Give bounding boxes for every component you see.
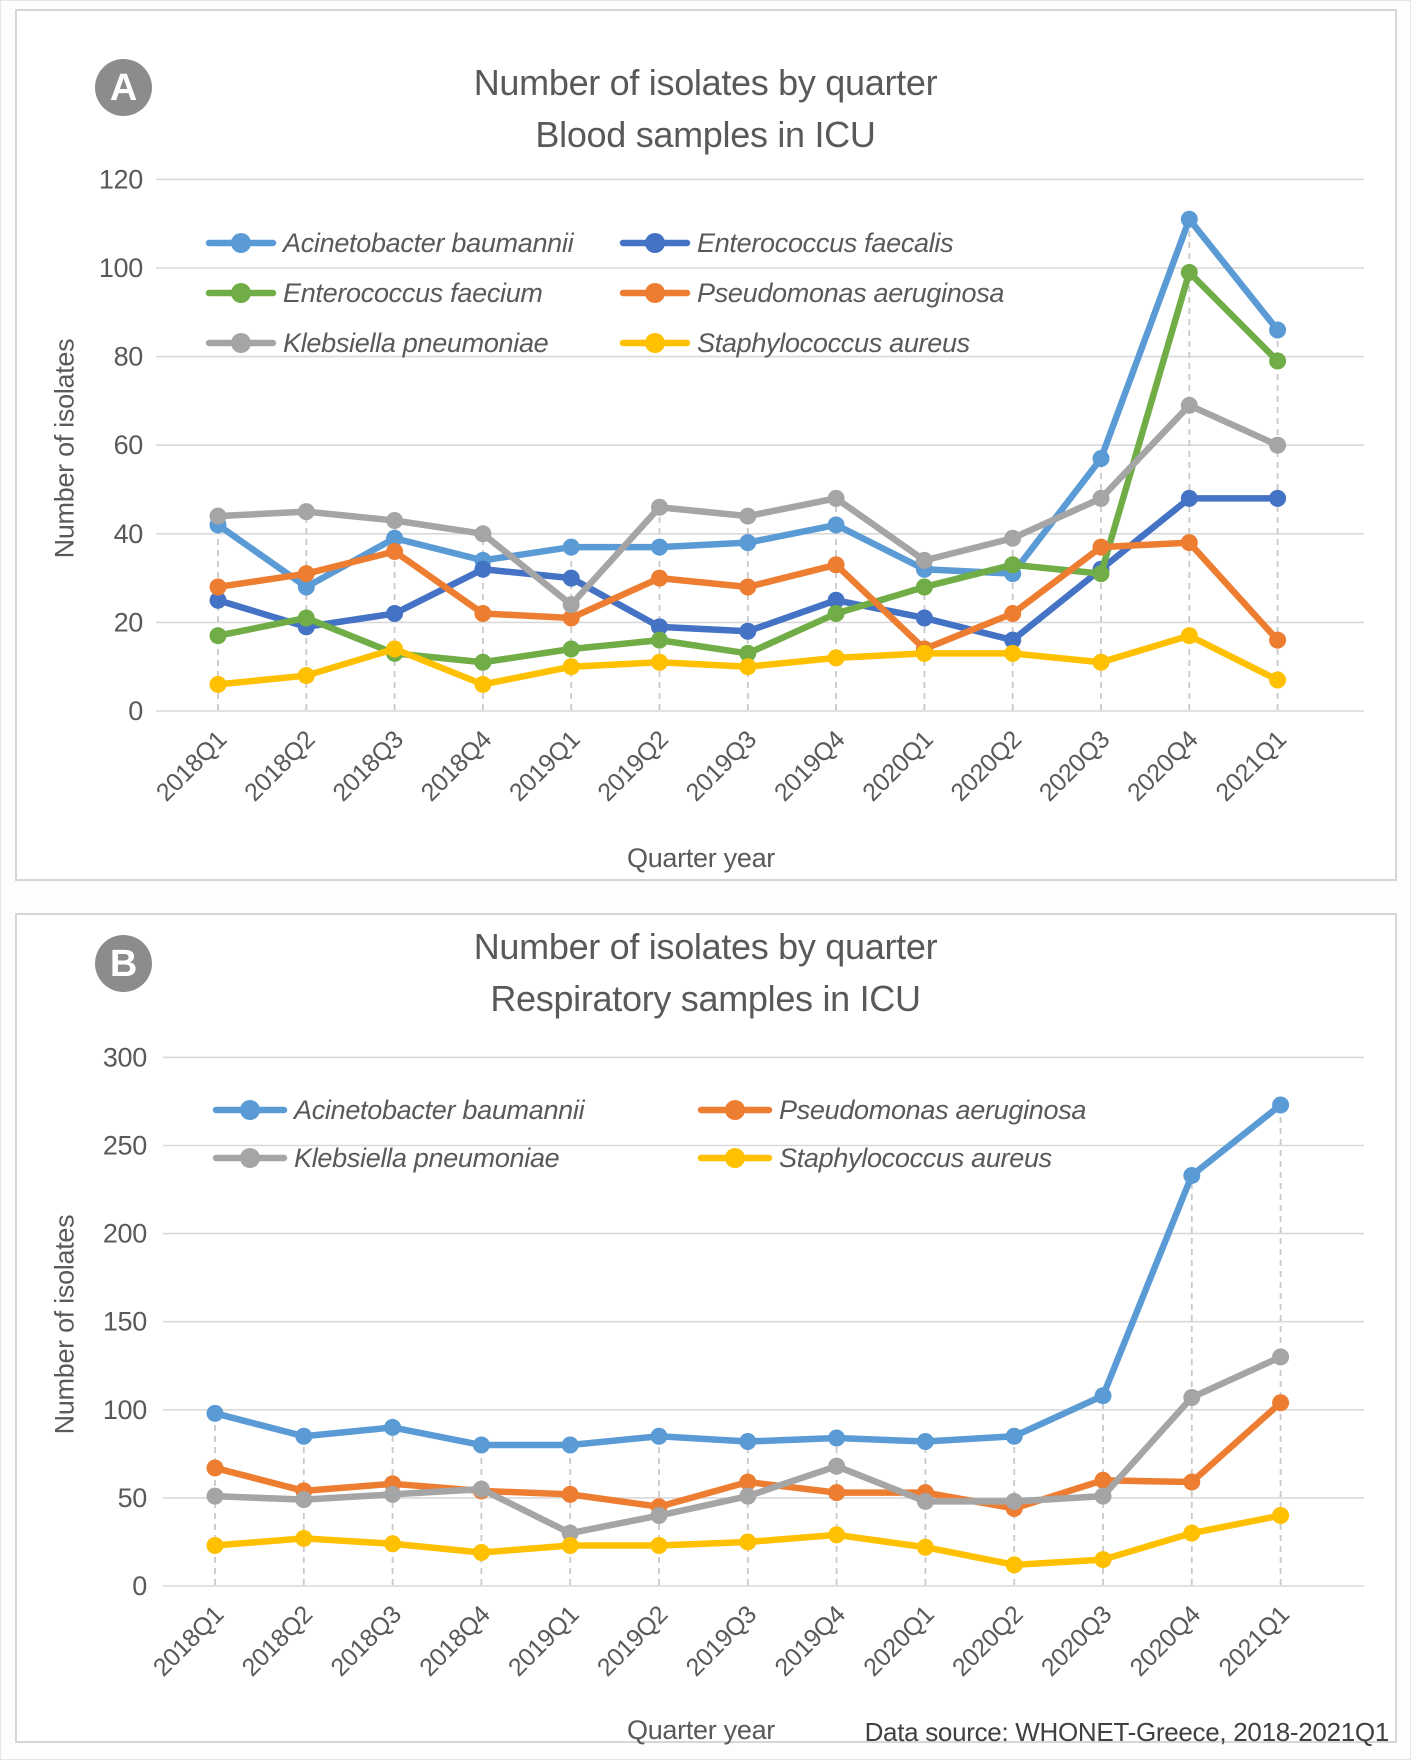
panel-b-badge [95, 935, 152, 992]
data-point-klebsiella-pneumoniae [295, 1491, 312, 1508]
legend-item-acinetobacter-baumannii [216, 1095, 586, 1125]
data-point-acinetobacter-baumannii [563, 539, 580, 556]
data-point-enterococcus-faecalis [474, 561, 491, 578]
y-tick-label: 0 [128, 696, 143, 726]
legend-item-klebsiella-pneumoniae [209, 328, 549, 358]
data-point-staphylococcus-aureus [916, 645, 933, 662]
legend-marker-dot [231, 233, 251, 253]
data-point-enterococcus-faecalis [1181, 490, 1198, 507]
data-point-pseudomonas-aeruginosa [828, 556, 845, 573]
data-point-klebsiella-pneumoniae [651, 1507, 668, 1524]
y-tick-label: 100 [98, 253, 143, 283]
legend-label: Pseudomonas aeruginosa [697, 278, 1005, 308]
data-point-klebsiella-pneumoniae [1006, 1493, 1023, 1510]
data-point-klebsiella-pneumoniae [473, 1481, 490, 1498]
data-point-acinetobacter-baumannii [828, 516, 845, 533]
legend-item-pseudomonas-aeruginosa [701, 1095, 1086, 1125]
data-point-klebsiella-pneumoniae [386, 512, 403, 529]
data-point-pseudomonas-aeruginosa [474, 605, 491, 622]
data-point-enterococcus-faecium [474, 654, 491, 671]
x-tick-label: 2019Q2 [592, 725, 674, 807]
chart-a-y-axis-title: Number of isolates [49, 338, 80, 559]
x-tick-labels [148, 1600, 1295, 1682]
panel-a-badge [95, 59, 152, 116]
chart-b-title [1, 921, 1410, 1025]
data-point-enterococcus-faecium [1093, 565, 1110, 582]
data-point-klebsiella-pneumoniae [298, 503, 315, 520]
data-point-klebsiella-pneumoniae [1181, 397, 1198, 414]
data-point-klebsiella-pneumoniae [651, 499, 668, 516]
x-tick-label: 2020Q4 [1124, 1600, 1207, 1682]
data-point-acinetobacter-baumannii [651, 1428, 668, 1445]
data-point-enterococcus-faecalis [386, 605, 403, 622]
chart-a [99, 164, 1364, 806]
data-point-staphylococcus-aureus [207, 1537, 224, 1554]
data-point-acinetobacter-baumannii [1269, 322, 1286, 339]
data-point-enterococcus-faecalis [563, 570, 580, 587]
data-point-klebsiella-pneumoniae [210, 508, 227, 525]
data-point-pseudomonas-aeruginosa [651, 570, 668, 587]
data-point-staphylococcus-aureus [473, 1544, 490, 1561]
data-point-staphylococcus-aureus [1093, 654, 1110, 671]
x-tick-label: 2018Q1 [147, 1600, 230, 1682]
data-point-enterococcus-faecium [210, 627, 227, 644]
y-tick-label: 40 [113, 518, 143, 549]
chart-a-title [1, 57, 1410, 161]
y-tick-label: 100 [102, 1394, 147, 1425]
data-point-staphylococcus-aureus [828, 1526, 845, 1543]
x-tick-label: 2019Q1 [503, 1600, 585, 1682]
data-point-pseudomonas-aeruginosa [1093, 539, 1110, 556]
x-tick-label: 2019Q4 [769, 1600, 851, 1682]
x-tick-label: 2018Q4 [414, 1600, 496, 1682]
legend-marker-dot [645, 333, 665, 353]
y-tick-label: 0 [132, 1571, 147, 1601]
data-point-klebsiella-pneumoniae [828, 1458, 845, 1475]
charts-canvas [1, 1, 1411, 1760]
data-point-staphylococcus-aureus [562, 1537, 579, 1554]
data-point-staphylococcus-aureus [917, 1539, 934, 1556]
y-tick-label: 200 [102, 1218, 147, 1249]
chart-b-y-axis-title: Number of isolates [49, 1214, 80, 1435]
data-point-pseudomonas-aeruginosa [1272, 1394, 1289, 1411]
data-point-pseudomonas-aeruginosa [210, 578, 227, 595]
data-point-pseudomonas-aeruginosa [828, 1484, 845, 1501]
data-point-pseudomonas-aeruginosa [1004, 605, 1021, 622]
x-tick-label: 2018Q4 [415, 725, 498, 807]
data-point-acinetobacter-baumannii [739, 1433, 756, 1450]
legend-label: Staphylococcus aureus [697, 328, 970, 358]
legend-marker-dot [725, 1148, 745, 1168]
data-point-staphylococcus-aureus [1272, 1507, 1289, 1524]
data-point-staphylococcus-aureus [295, 1530, 312, 1547]
data-point-enterococcus-faecium [1181, 264, 1198, 281]
data-point-acinetobacter-baumannii [1095, 1387, 1112, 1404]
chart-a-x-axis-title: Quarter year [627, 843, 775, 873]
legend-item-staphylococcus-aureus [701, 1143, 1052, 1173]
legend-marker-dot [645, 283, 665, 303]
data-point-staphylococcus-aureus [739, 1533, 756, 1550]
x-tick-label: 2018Q3 [325, 1600, 407, 1682]
x-tick-label: 2020Q3 [1033, 725, 1116, 807]
data-point-enterococcus-faecalis [739, 623, 756, 640]
data-point-staphylococcus-aureus [651, 1537, 668, 1554]
chart-b-title-line2: Respiratory samples in ICU [490, 978, 921, 1019]
data-point-acinetobacter-baumannii [1181, 211, 1198, 228]
x-tick-label: 2018Q2 [236, 1600, 319, 1682]
data-point-klebsiella-pneumoniae [384, 1486, 401, 1503]
data-point-acinetobacter-baumannii [917, 1433, 934, 1450]
y-tick-label: 50 [117, 1482, 147, 1513]
data-point-staphylococcus-aureus [1181, 627, 1198, 644]
x-tick-label: 2018Q3 [327, 725, 409, 807]
data-source-note: Data source: WHONET-Greece, 2018-2021Q1 [864, 1717, 1389, 1747]
data-point-enterococcus-faecium [916, 578, 933, 595]
data-point-klebsiella-pneumoniae [739, 1488, 756, 1505]
legend-marker-dot [725, 1100, 745, 1120]
legend-label: Enterococcus faecium [283, 278, 543, 308]
y-tick-label: 20 [113, 607, 143, 638]
legend [209, 228, 1004, 358]
x-tick-label: 2019Q4 [768, 725, 851, 807]
legend-label: Klebsiella pneumoniae [283, 328, 549, 358]
data-point-pseudomonas-aeruginosa [386, 543, 403, 560]
legend-marker-dot [240, 1148, 260, 1168]
data-point-klebsiella-pneumoniae [917, 1493, 934, 1510]
data-point-staphylococcus-aureus [386, 640, 403, 657]
x-tick-label: 2019Q3 [680, 1600, 763, 1682]
data-point-acinetobacter-baumannii [651, 539, 668, 556]
chart-b [103, 1042, 1364, 1681]
legend-marker-dot [231, 283, 251, 303]
data-point-acinetobacter-baumannii [562, 1437, 579, 1454]
x-tick-label: 2018Q1 [150, 725, 233, 807]
panel-b-badge-label: B [109, 942, 138, 985]
data-point-staphylococcus-aureus [384, 1535, 401, 1552]
legend-marker-dot [240, 1100, 260, 1120]
y-tick-label: 80 [113, 341, 143, 372]
data-point-staphylococcus-aureus [1269, 671, 1286, 688]
data-point-pseudomonas-aeruginosa [1181, 534, 1198, 551]
data-point-staphylococcus-aureus [210, 676, 227, 693]
legend-marker-dot [231, 333, 251, 353]
data-point-klebsiella-pneumoniae [1095, 1488, 1112, 1505]
data-point-staphylococcus-aureus [651, 654, 668, 671]
y-tick-label: 120 [98, 164, 143, 195]
x-tick-label: 2021Q1 [1213, 1600, 1295, 1682]
legend-item-pseudomonas-aeruginosa [623, 278, 1004, 308]
legend-item-enterococcus-faecium [209, 278, 543, 308]
data-point-pseudomonas-aeruginosa [298, 565, 315, 582]
data-point-pseudomonas-aeruginosa [1269, 632, 1286, 649]
x-tick-label: 2020Q2 [945, 725, 1027, 807]
data-point-staphylococcus-aureus [1004, 645, 1021, 662]
data-point-klebsiella-pneumoniae [474, 525, 491, 542]
data-point-enterococcus-faecalis [1269, 490, 1286, 507]
data-point-enterococcus-faecalis [916, 609, 933, 626]
legend-label: Pseudomonas aeruginosa [779, 1095, 1087, 1125]
x-tick-label: 2019Q3 [680, 725, 763, 807]
data-point-acinetobacter-baumannii [384, 1419, 401, 1436]
data-point-staphylococcus-aureus [828, 649, 845, 666]
data-point-acinetobacter-baumannii [828, 1429, 845, 1446]
data-point-enterococcus-faecium [1269, 353, 1286, 370]
data-point-enterococcus-faecium [651, 632, 668, 649]
data-point-klebsiella-pneumoniae [207, 1488, 224, 1505]
legend-item-enterococcus-faecalis [623, 228, 953, 258]
legend [216, 1095, 1086, 1173]
data-point-acinetobacter-baumannii [1272, 1096, 1289, 1113]
data-point-acinetobacter-baumannii [1006, 1428, 1023, 1445]
data-point-acinetobacter-baumannii [1093, 450, 1110, 467]
data-point-klebsiella-pneumoniae [739, 508, 756, 525]
x-tick-label: 2018Q2 [239, 725, 321, 807]
x-tick-label: 2020Q1 [858, 1600, 940, 1682]
data-point-klebsiella-pneumoniae [1183, 1389, 1200, 1406]
legend-item-klebsiella-pneumoniae [216, 1143, 560, 1173]
y-tick-label: 250 [102, 1130, 147, 1161]
data-point-klebsiella-pneumoniae [916, 552, 933, 569]
data-point-klebsiella-pneumoniae [828, 490, 845, 507]
data-point-acinetobacter-baumannii [207, 1405, 224, 1422]
x-tick-labels [151, 725, 1292, 807]
data-point-enterococcus-faecium [298, 609, 315, 626]
data-point-pseudomonas-aeruginosa [562, 1486, 579, 1503]
data-point-acinetobacter-baumannii [1183, 1167, 1200, 1184]
legend-label: Acinetobacter baumannii [283, 228, 574, 258]
y-tick-label: 60 [113, 430, 143, 461]
legend-label: Acinetobacter baumannii [294, 1095, 585, 1125]
data-point-acinetobacter-baumannii [295, 1428, 312, 1445]
data-point-klebsiella-pneumoniae [1272, 1348, 1289, 1365]
x-tick-label: 2019Q2 [591, 1600, 674, 1682]
data-point-klebsiella-pneumoniae [563, 596, 580, 613]
data-point-staphylococcus-aureus [474, 676, 491, 693]
data-point-staphylococcus-aureus [563, 658, 580, 675]
data-point-enterococcus-faecium [563, 640, 580, 657]
x-tick-label: 2021Q1 [1210, 725, 1292, 807]
data-point-enterococcus-faecium [1004, 556, 1021, 573]
x-tick-label: 2020Q4 [1122, 725, 1204, 807]
y-tick-label: 150 [102, 1306, 147, 1337]
data-point-acinetobacter-baumannii [473, 1437, 490, 1454]
data-point-staphylococcus-aureus [739, 658, 756, 675]
legend-label: Enterococcus faecalis [697, 228, 954, 258]
data-point-pseudomonas-aeruginosa [207, 1459, 224, 1476]
data-point-klebsiella-pneumoniae [1269, 437, 1286, 454]
data-point-staphylococcus-aureus [1183, 1525, 1200, 1542]
x-tick-label: 2020Q1 [857, 725, 939, 807]
x-tick-label: 2020Q3 [1035, 1600, 1118, 1682]
chart-b-title-line1: Number of isolates by quarter [473, 926, 938, 967]
legend-marker-dot [645, 233, 665, 253]
legend-label: Klebsiella pneumoniae [294, 1143, 560, 1173]
data-point-klebsiella-pneumoniae [1093, 490, 1110, 507]
data-point-klebsiella-pneumoniae [1004, 530, 1021, 547]
chart-a-title-line2: Blood samples in ICU [535, 114, 876, 155]
data-point-staphylococcus-aureus [298, 667, 315, 684]
x-tick-label: 2019Q1 [504, 725, 586, 807]
data-point-staphylococcus-aureus [1095, 1551, 1112, 1568]
panel-a-badge-label: A [109, 66, 138, 109]
legend-item-acinetobacter-baumannii [209, 228, 575, 258]
legend-item-staphylococcus-aureus [623, 328, 970, 358]
data-point-pseudomonas-aeruginosa [739, 578, 756, 595]
gridlines [103, 1042, 1364, 1601]
legend-label: Staphylococcus aureus [779, 1143, 1052, 1173]
data-point-pseudomonas-aeruginosa [1183, 1474, 1200, 1491]
data-point-enterococcus-faecium [828, 605, 845, 622]
data-point-acinetobacter-baumannii [739, 534, 756, 551]
x-tick-label: 2020Q2 [947, 1600, 1029, 1682]
y-tick-label: 300 [102, 1042, 147, 1073]
chart-b-x-axis-title: Quarter year [627, 1715, 775, 1745]
data-point-staphylococcus-aureus [1006, 1556, 1023, 1573]
chart-a-title-line1: Number of isolates by quarter [473, 62, 938, 103]
